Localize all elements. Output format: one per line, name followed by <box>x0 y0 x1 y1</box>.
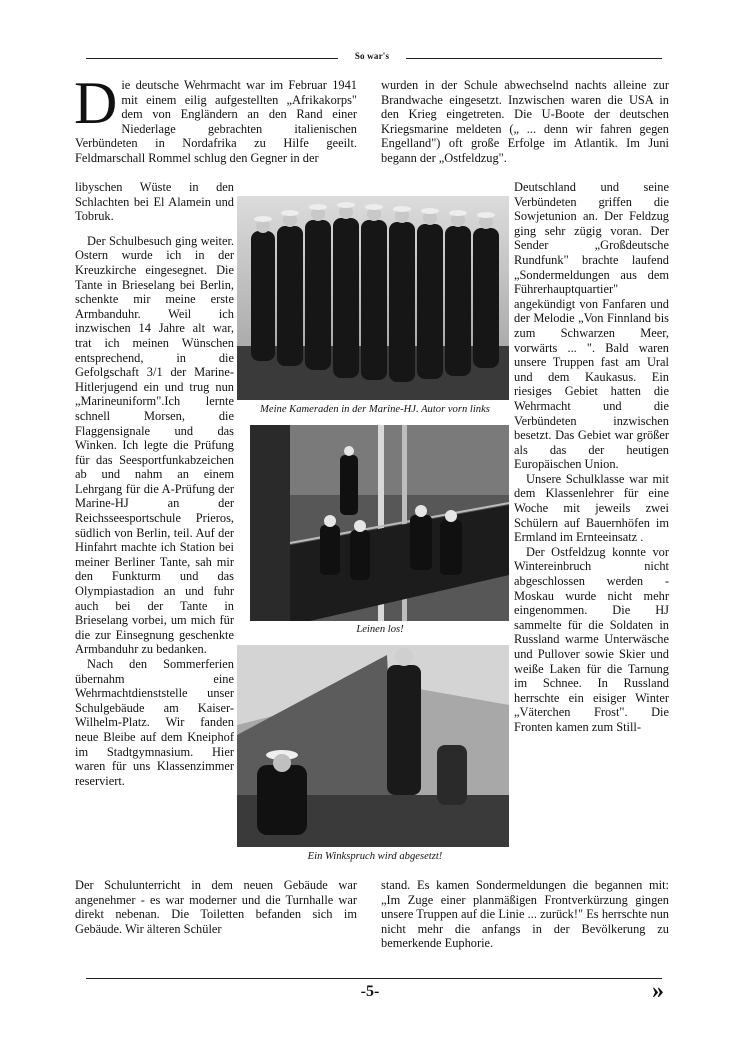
caption-photo-1: Meine Kameraden in der Marine-HJ. Autor vorn links <box>260 404 490 415</box>
caption-photo-3: Ein Winkspruch wird abgesetzt! <box>307 851 443 862</box>
drop-cap: D <box>74 70 118 136</box>
photo-marine-hj-group <box>237 196 509 400</box>
photo-semaphore-signal <box>237 645 509 847</box>
caption-photo-2: Leinen los! <box>356 624 404 635</box>
paragraph-eastern-campaign: Deutschland und seine Verbündeten griffen die Sowjetunion an. Der Feldzug ging sehr zügig voran. Der Sender „Großdeutsche Rundfunk" brachte laufend „Sondermeldungen aus dem Führerhauptquartier" angekündigt von Fanfaren und der Melodie „Von Finnland bis zum Schwarzen Meer, vorwärts ... ". Bald waren unsere Truppen fast am Ural und dem Kaukasus. Ein riesiges Gebiet hatten die Wehrmacht und die Verbündeten inzwischen besetzt. Das Gebiet war größer als das der heutigen Europäischen Union. <box>514 180 669 472</box>
paragraph-summer: Nach den Sommerferien übernahm eine Wehrmachtdienststelle unser Schulgebäude am Kaiser-Wilhelm-Platz. Wir fanden neue Bleibe auf dem Kneiphof im Stadtgymnasium. Hier waren für uns Klassenzimmer reserviert. <box>75 657 234 788</box>
column-2-top <box>381 78 669 166</box>
boat-photo-image <box>250 425 509 621</box>
paragraph-front-line: stand. Es kamen Sondermeldungen die begannen mit: „Im Zuge einer planmäßigen Frontverkürzung gingen unsere Truppen auf die Linie ... zurück!" Es herrschte nun nicht mehr die anfangs in der Bevölkerung zu bemerkende Euphorie. <box>381 878 669 951</box>
paragraph-harvest: Unsere Schulklasse war mit dem Klassenlehrer für eine Woche mit jeweils zwei Schülern auf Bauernhöfen im Ermland im Ernteeinsatz . <box>514 471 669 545</box>
column-1-intro <box>74 70 357 166</box>
paragraph-school-building: Der Schulunterricht in dem neuen Gebäude war angenehmer - es war moderner und die Turnhalle war direkt nebenan. Die Toiletten befanden sich im Gebäude. Wir älteren Schüler <box>75 878 357 936</box>
intro-paragraph: ie deutsche Wehrmacht war im Februar 1941 mit einem eilig aufgestellten „Afrikakorps" dem von Engländern an den Rand einer Niederlage gebrachten italienischen Verbündeten in Nordafrika zu Hilfe geeilt. Feldmarschall Rommel schlug den Gegner in der <box>75 78 357 165</box>
page-number: -5- <box>360 983 380 1000</box>
photo-boat-departure <box>250 425 509 621</box>
group-photo-image <box>237 196 509 400</box>
column-2-bottom <box>381 878 669 951</box>
paragraph-fire-watch: wurden in der Schule abwechselnd nachts alleine zur Brandwache eingesetzt. Inzwischen waren die USA in den Krieg eingetreten. Die U-Boote der deutschen Kriegsmarine meldeten („ ... denn wir fahren gegen Engelland") oft große Erfolge im Atlantik. Im Juni begann der „Ostfeldzug". <box>381 78 669 165</box>
running-header: So war's <box>354 51 390 61</box>
next-page-icon[interactable]: » <box>652 978 664 1004</box>
column-1-body <box>75 180 234 788</box>
footer-rule <box>86 978 662 979</box>
signal-photo-image <box>237 645 509 847</box>
paragraph-school: Der Schulbesuch ging weiter. Ostern wurde ich in der Kreuzkirche eingesegnet. Die Tante in Brieselang bei Berlin, schenkte mir meine erste Armbanduhr. Weil ich inzwischen 14 Jahre alt war, trat ich meinen Wünschen entsprechend, in die Gefolgschaft 3/1 der Marine-Hitlerjugend ein und trug nun „Marineuniform".Ich lernte schnell Morsen, die Flaggensignale und das Winken. Ich legte die Prüfung für das Seesportfunkabzeichen ab und nahm an einem Lehrgang für die A-Prüfung der Marine-HJ an der Reichsseesportschule Prieros, südlich von Berlin, teil. Auf der Hinfahrt machte ich Station bei meiner Berliner Tante, sah mir den Funkturm und das Olympiastadion an und fuhr auch bei der Tante in Brieselang vorbei, um mich für die zur Einsegnung geschenkte Armbanduhr zu bedanken. <box>75 233 234 657</box>
header-rule-right <box>406 58 662 59</box>
paragraph-winter: Der Ostfeldzug konnte vor Wintereinbruch nicht abgeschlossen werden - Moskau wurde nicht mehr eingenommen. Die HJ sammelte für die Soldaten in Russland warme Unterwäsche und Pullover sowie Skier und weiße Laken für die Tarnung im Schnee. In Russland herrschte ein eisiger Winter „Väterchen Frost". Die Fronten kamen zum Still- <box>514 544 669 734</box>
intro-paragraph-end: libyschen Wüste in den Schlachten bei El Alamein und Tobruk. <box>75 180 234 224</box>
column-2-body <box>514 180 669 735</box>
column-1-lower <box>75 878 357 936</box>
header-rule-left <box>86 58 338 59</box>
